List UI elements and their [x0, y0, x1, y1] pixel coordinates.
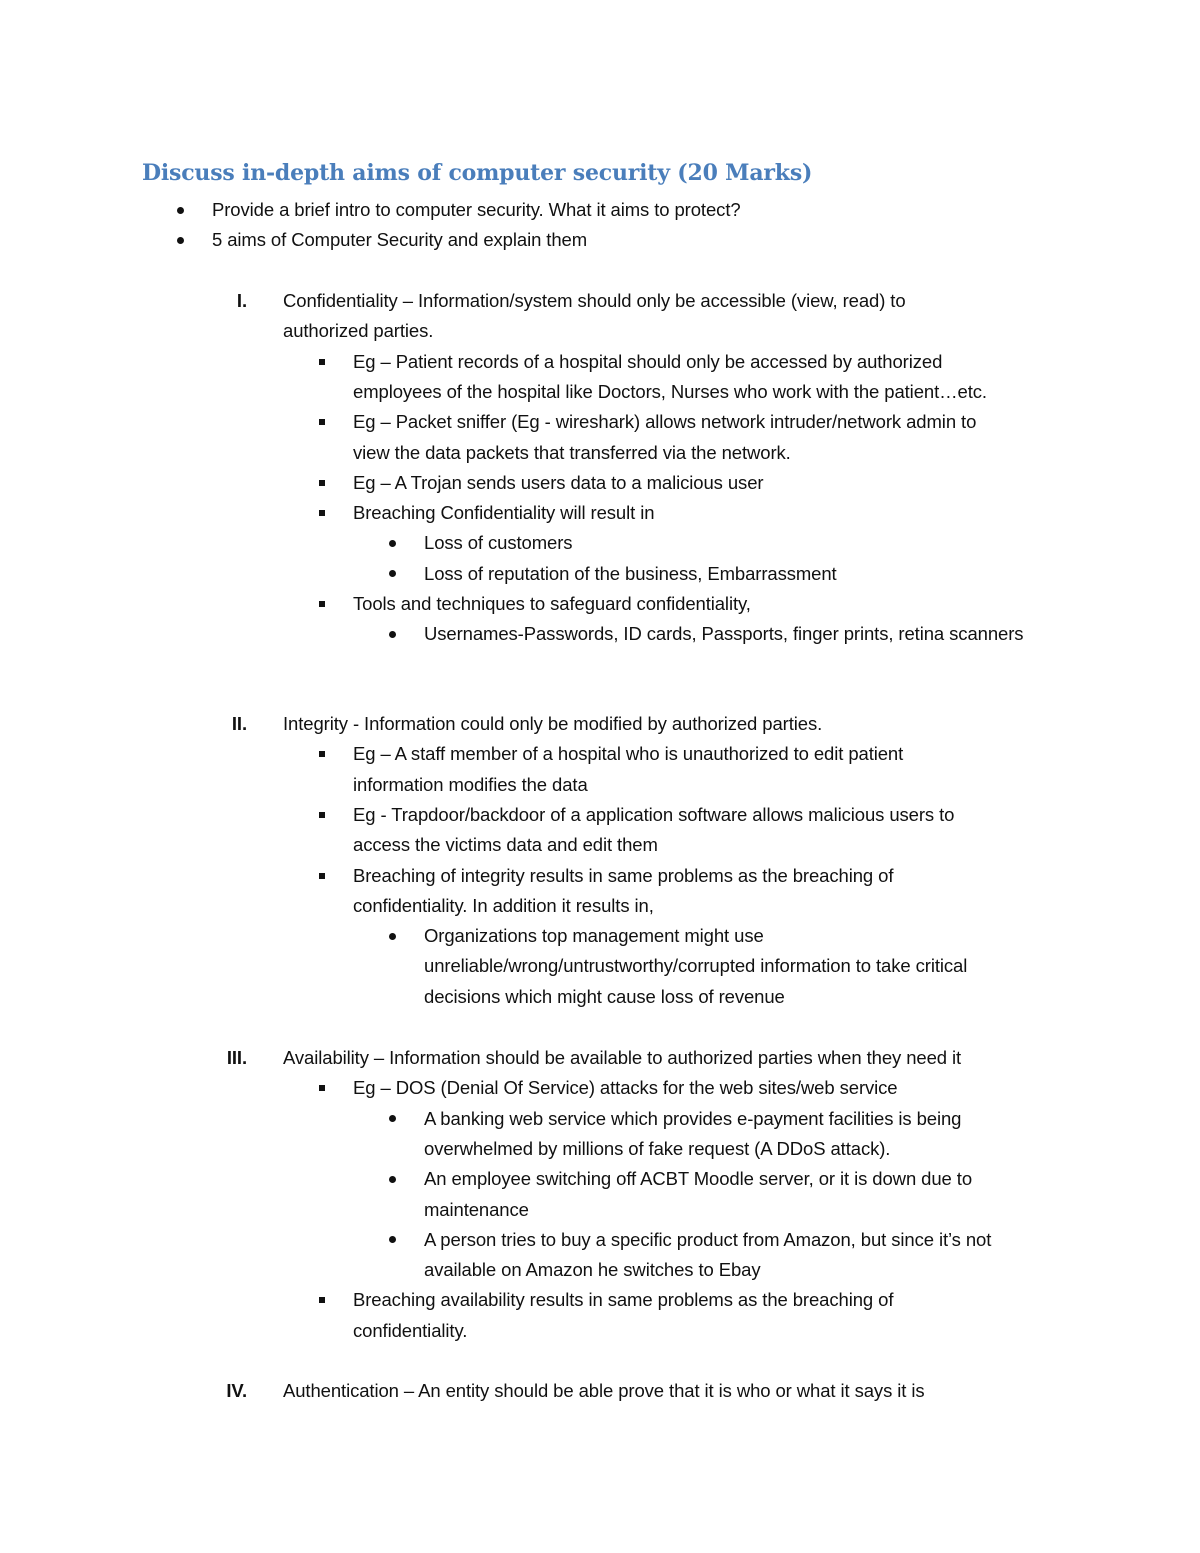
aim-heading-line: Confidentiality – Information/system should only be accessible (view, read) to	[283, 290, 906, 311]
sub-item-text: Eg - Trapdoor/backdoor of a application software allows malicious users to	[353, 803, 955, 825]
sub-sub-item-text: overwhelmed by millions of fake request (A DDoS attack).	[424, 1137, 891, 1159]
sub-sub-item-text: An employee switching off ACBT Moodle server, or it is down due to	[424, 1168, 973, 1190]
bullet-square-icon	[319, 480, 325, 486]
sub-sub-item-text: unreliable/wrong/untrustworthy/corrupted information to take critical	[424, 955, 968, 977]
bullet-dot-icon	[389, 540, 396, 547]
section-numeral: I.	[236, 290, 247, 311]
aim-heading-line: authorized parties.	[283, 320, 434, 342]
sub-item-text: information modifies the data	[353, 773, 588, 795]
bullet-square-icon	[319, 873, 325, 879]
bullet-square-icon	[319, 359, 325, 365]
sub-item-text: confidentiality. In addition it results in,	[353, 894, 654, 916]
bullet-square-icon	[319, 1297, 325, 1303]
section-numeral: III.	[226, 1047, 247, 1068]
page-title: Discuss in-depth aims of computer security (20 Marks)	[142, 160, 813, 186]
sub-sub-item-text: Loss of reputation of the business, Embarrassment	[424, 562, 837, 584]
sub-item-text: Eg – A Trojan sends users data to a malicious user	[353, 471, 764, 493]
sub-item-text: Eg – Patient records of a hospital should only be accessed by authorized	[353, 350, 943, 372]
bullet-dot-icon	[389, 570, 396, 577]
aim-heading-line: Integrity - Information could only be modified by authorized parties.	[283, 713, 823, 734]
bullet-square-icon	[319, 510, 325, 516]
sub-item-text: access the victims data and edit them	[353, 834, 658, 856]
aim-heading-line: Authentication – An entity should be able prove that it is who or what it says it is	[283, 1380, 925, 1401]
sub-sub-item-text: Usernames-Passwords, ID cards, Passports, finger prints, retina scanners	[424, 623, 1024, 645]
sub-sub-item-text: Loss of customers	[424, 532, 573, 554]
bullet-dot-icon	[389, 1236, 396, 1243]
sub-item-text: Breaching Confidentiality will result in	[353, 502, 655, 524]
sub-item-text: Breaching of integrity results in same problems as the breaching of	[353, 864, 894, 886]
bullet-dot-icon	[389, 933, 396, 940]
intro-bullet-text: Provide a brief intro to computer security. What it aims to protect?	[212, 199, 741, 220]
bullet-dot-icon	[389, 631, 396, 638]
bullet-square-icon	[319, 419, 325, 425]
section-numeral: II.	[231, 713, 247, 734]
sub-item-text: Eg – A staff member of a hospital who is unauthorized to edit patient	[353, 743, 904, 765]
bullet-square-icon	[319, 812, 325, 818]
sub-item-text: Eg – DOS (Denial Of Service) attacks for the web sites/web service	[353, 1077, 898, 1099]
sub-sub-item-text: Organizations top management might use	[424, 925, 764, 947]
bullet-square-icon	[319, 751, 325, 757]
sub-sub-item-text: maintenance	[424, 1198, 529, 1220]
bullet-dot-icon	[177, 207, 184, 214]
intro-bullet-text: 5 aims of Computer Security and explain them	[212, 229, 588, 250]
bullet-square-icon	[319, 601, 325, 607]
sub-sub-item-text: A person tries to buy a specific product from Amazon, but since it’s not	[424, 1228, 992, 1250]
sub-item-text: confidentiality.	[353, 1319, 468, 1341]
sub-sub-item-text: A banking web service which provides e-payment facilities is being	[424, 1107, 962, 1129]
bullet-square-icon	[319, 1085, 325, 1091]
section-numeral: IV.	[226, 1380, 247, 1401]
sub-item-text: Eg – Packet sniffer (Eg - wireshark) allows network intruder/network admin to	[353, 411, 977, 433]
sub-item-text: view the data packets that transferred via the network.	[353, 441, 791, 463]
aim-heading-line: Availability – Information should be available to authorized parties when they need it	[283, 1047, 962, 1068]
bullet-dot-icon	[389, 1176, 396, 1183]
sub-sub-item-text: decisions which might cause loss of revenue	[424, 985, 785, 1007]
sub-item-text: Tools and techniques to safeguard confidentiality,	[353, 593, 751, 614]
bullet-dot-icon	[389, 1115, 396, 1122]
sub-item-text: Breaching availability results in same problems as the breaching of	[353, 1289, 894, 1311]
sub-sub-item-text: available on Amazon he switches to Ebay	[424, 1259, 761, 1281]
bullet-dot-icon	[177, 237, 184, 244]
sub-item-text: employees of the hospital like Doctors, Nurses who work with the patient…etc.	[353, 380, 987, 402]
